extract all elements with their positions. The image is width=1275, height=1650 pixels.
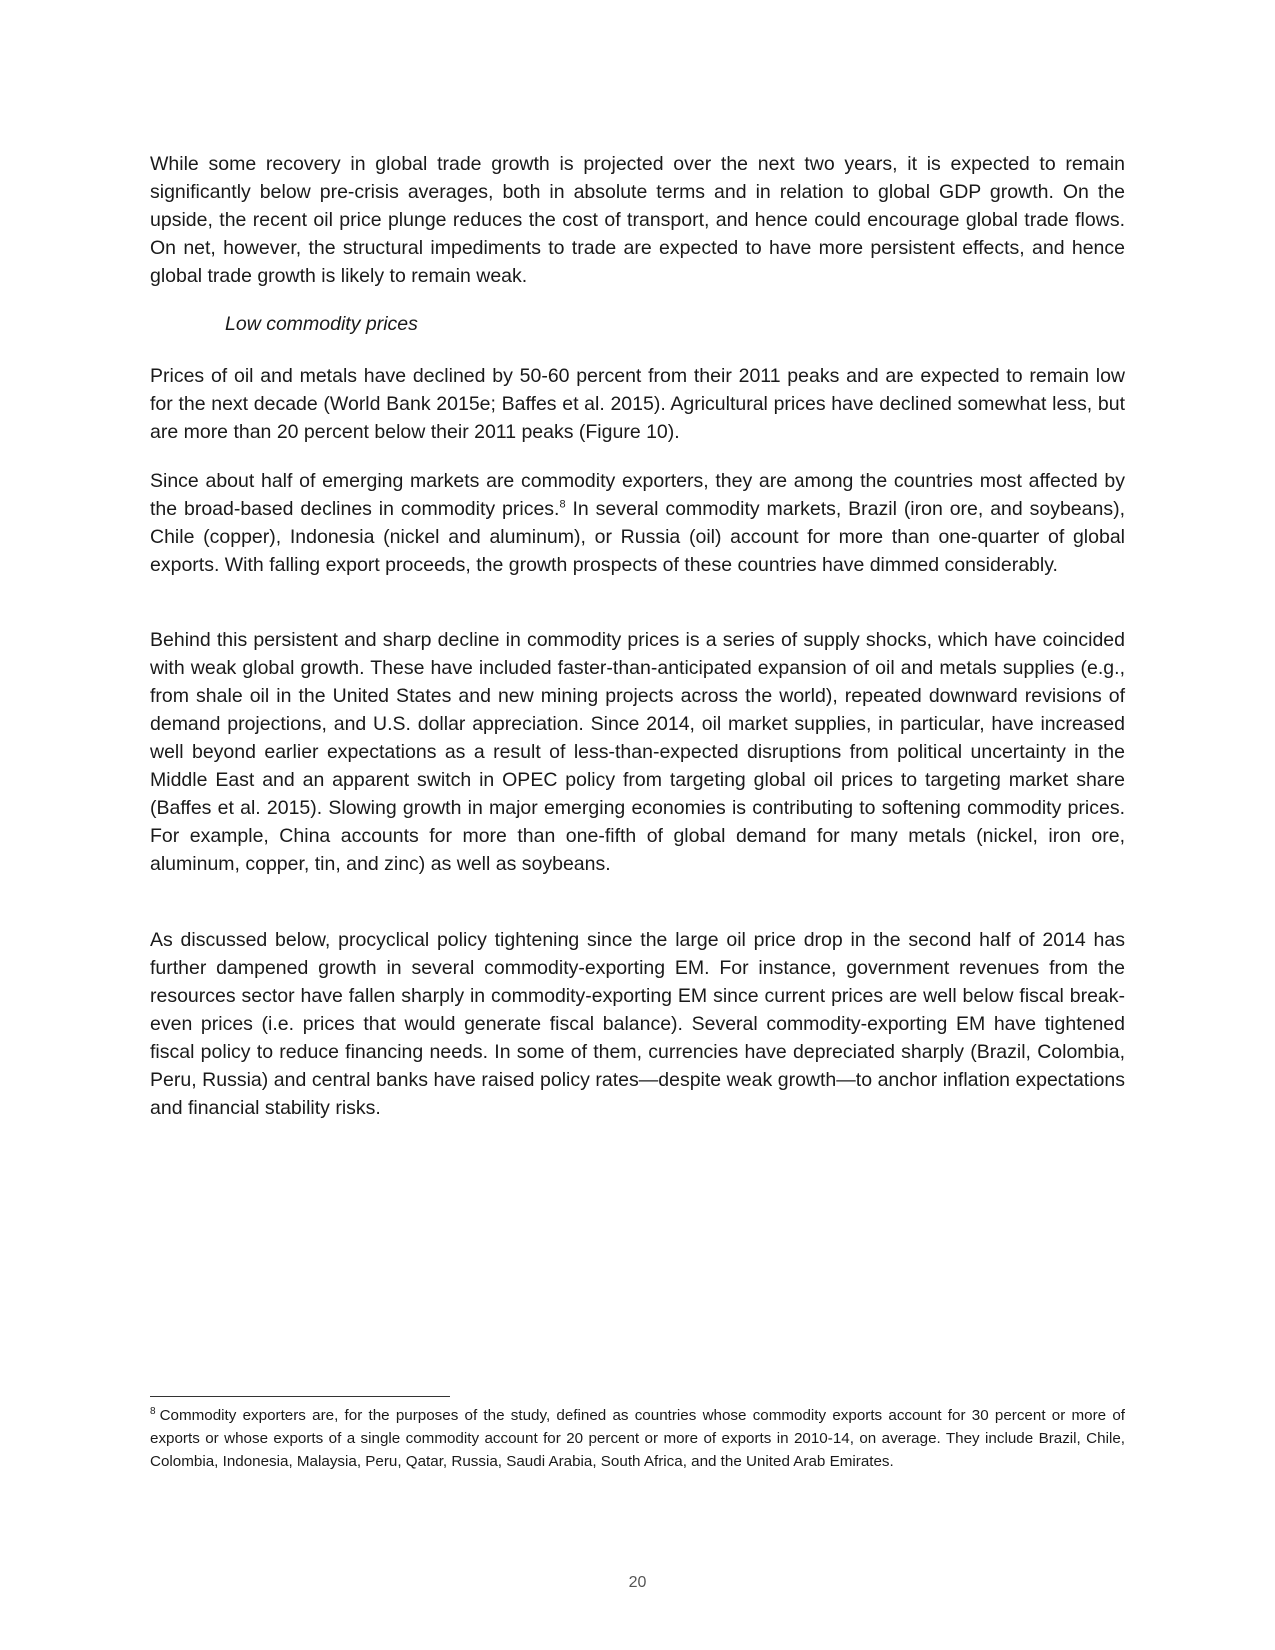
footnote-number: 8 [150,1405,156,1417]
paragraph-procyclical-policy: As discussed below, procyclical policy tightening since the large oil price drop in the second half of 2014 has further dampened growth in several commodity-exporting EM. For instance, government revenues from the resources sector have fallen sharply in commodity-exporting EM since current prices are well below fiscal break-even prices (i.e. prices that would generate fiscal balance). Several commodity-exporting EM have tightened fiscal policy to reduce financing needs. In some of them, currencies have depreciated sharply (Brazil, Colombia, Peru, Russia) and central banks have raised policy rates—despite weak growth—to anchor inflation expectations and financial stability risks. [150,929,1125,1119]
paragraph-commodity-exporters [150,467,1125,579]
footnote-8 [150,1404,1125,1473]
paragraph-commodity-exporters-part1: Since about half of emerging markets are commodity exporters, they are among the countries most affected by the broad-based declines in commodity prices. [150,470,1125,520]
paragraph-trade-recovery: While some recovery in global trade growth is projected over the next two years, it is expected to remain significantly below pre-crisis averages, both in absolute terms and in relation to global GDP growth. On the upside, the recent oil price plunge reduces the cost of transport, and hence could encourage global trade flows. On net, however, the structural impediments to trade are expected to have more persistent effects, and hence global trade growth is likely to remain weak. [150,153,1125,287]
footnote-text: Commodity exporters are, for the purposes of the study, defined as countries whose commodity exports account for 30 percent or more of exports or whose exports of a single commodity account for 20 percent or more of exports in 2010-14, on average. They include Brazil, Chile, Colombia, Indonesia, Malaysia, Peru, Qatar, Russia, Saudi Arabia, South Africa, and the United Arab Emirates. [150,1407,1125,1470]
footnote-reference-8[interactable]: 8 [559,498,566,511]
page-number: 20 [628,1574,647,1591]
paragraph-commodity-exporters-part2: In several commodity markets, Brazil (iron ore, and soybeans), Chile (copper), Indonesia (nickel and aluminum), or Russia (oil) account for more than one-quarter of global exports. With falling export proceeds, the growth prospects of these countries have dimmed considerably. [150,498,1126,576]
paragraph-supply-shocks: Behind this persistent and sharp decline in commodity prices is a series of supply shocks, which have coincided with weak global growth. These have included faster-than-anticipated expansion of oil and metals supplies (e.g., from shale oil in the United States and new mining projects across the world), repeated downward revisions of demand projections, and U.S. dollar appreciation. Since 2014, oil market supplies, in particular, have increased well beyond earlier expectations as a result of less-than-expected disruptions from political uncertainty in the Middle East and an apparent switch in OPEC policy from targeting global oil prices to targeting market share (Baffes et al. 2015). Slowing growth in major emerging economies is contributing to softening commodity prices. For example, China accounts for more than one-fifth of global demand for many metals (nickel, iron ore, aluminum, copper, tin, and zinc) as well as soybeans. [150,629,1125,875]
section-heading-low-commodity-prices: Low commodity prices [225,313,418,335]
paragraph-price-decline: Prices of oil and metals have declined by 50-60 percent from their 2011 peaks and are expected to remain low for the next decade (World Bank 2015e; Baffes et al. 2015). Agricultural prices have declined somewhat less, but are more than 20 percent below their 2011 peaks (Figure 10). [150,365,1125,443]
footnote-divider [150,1396,450,1397]
